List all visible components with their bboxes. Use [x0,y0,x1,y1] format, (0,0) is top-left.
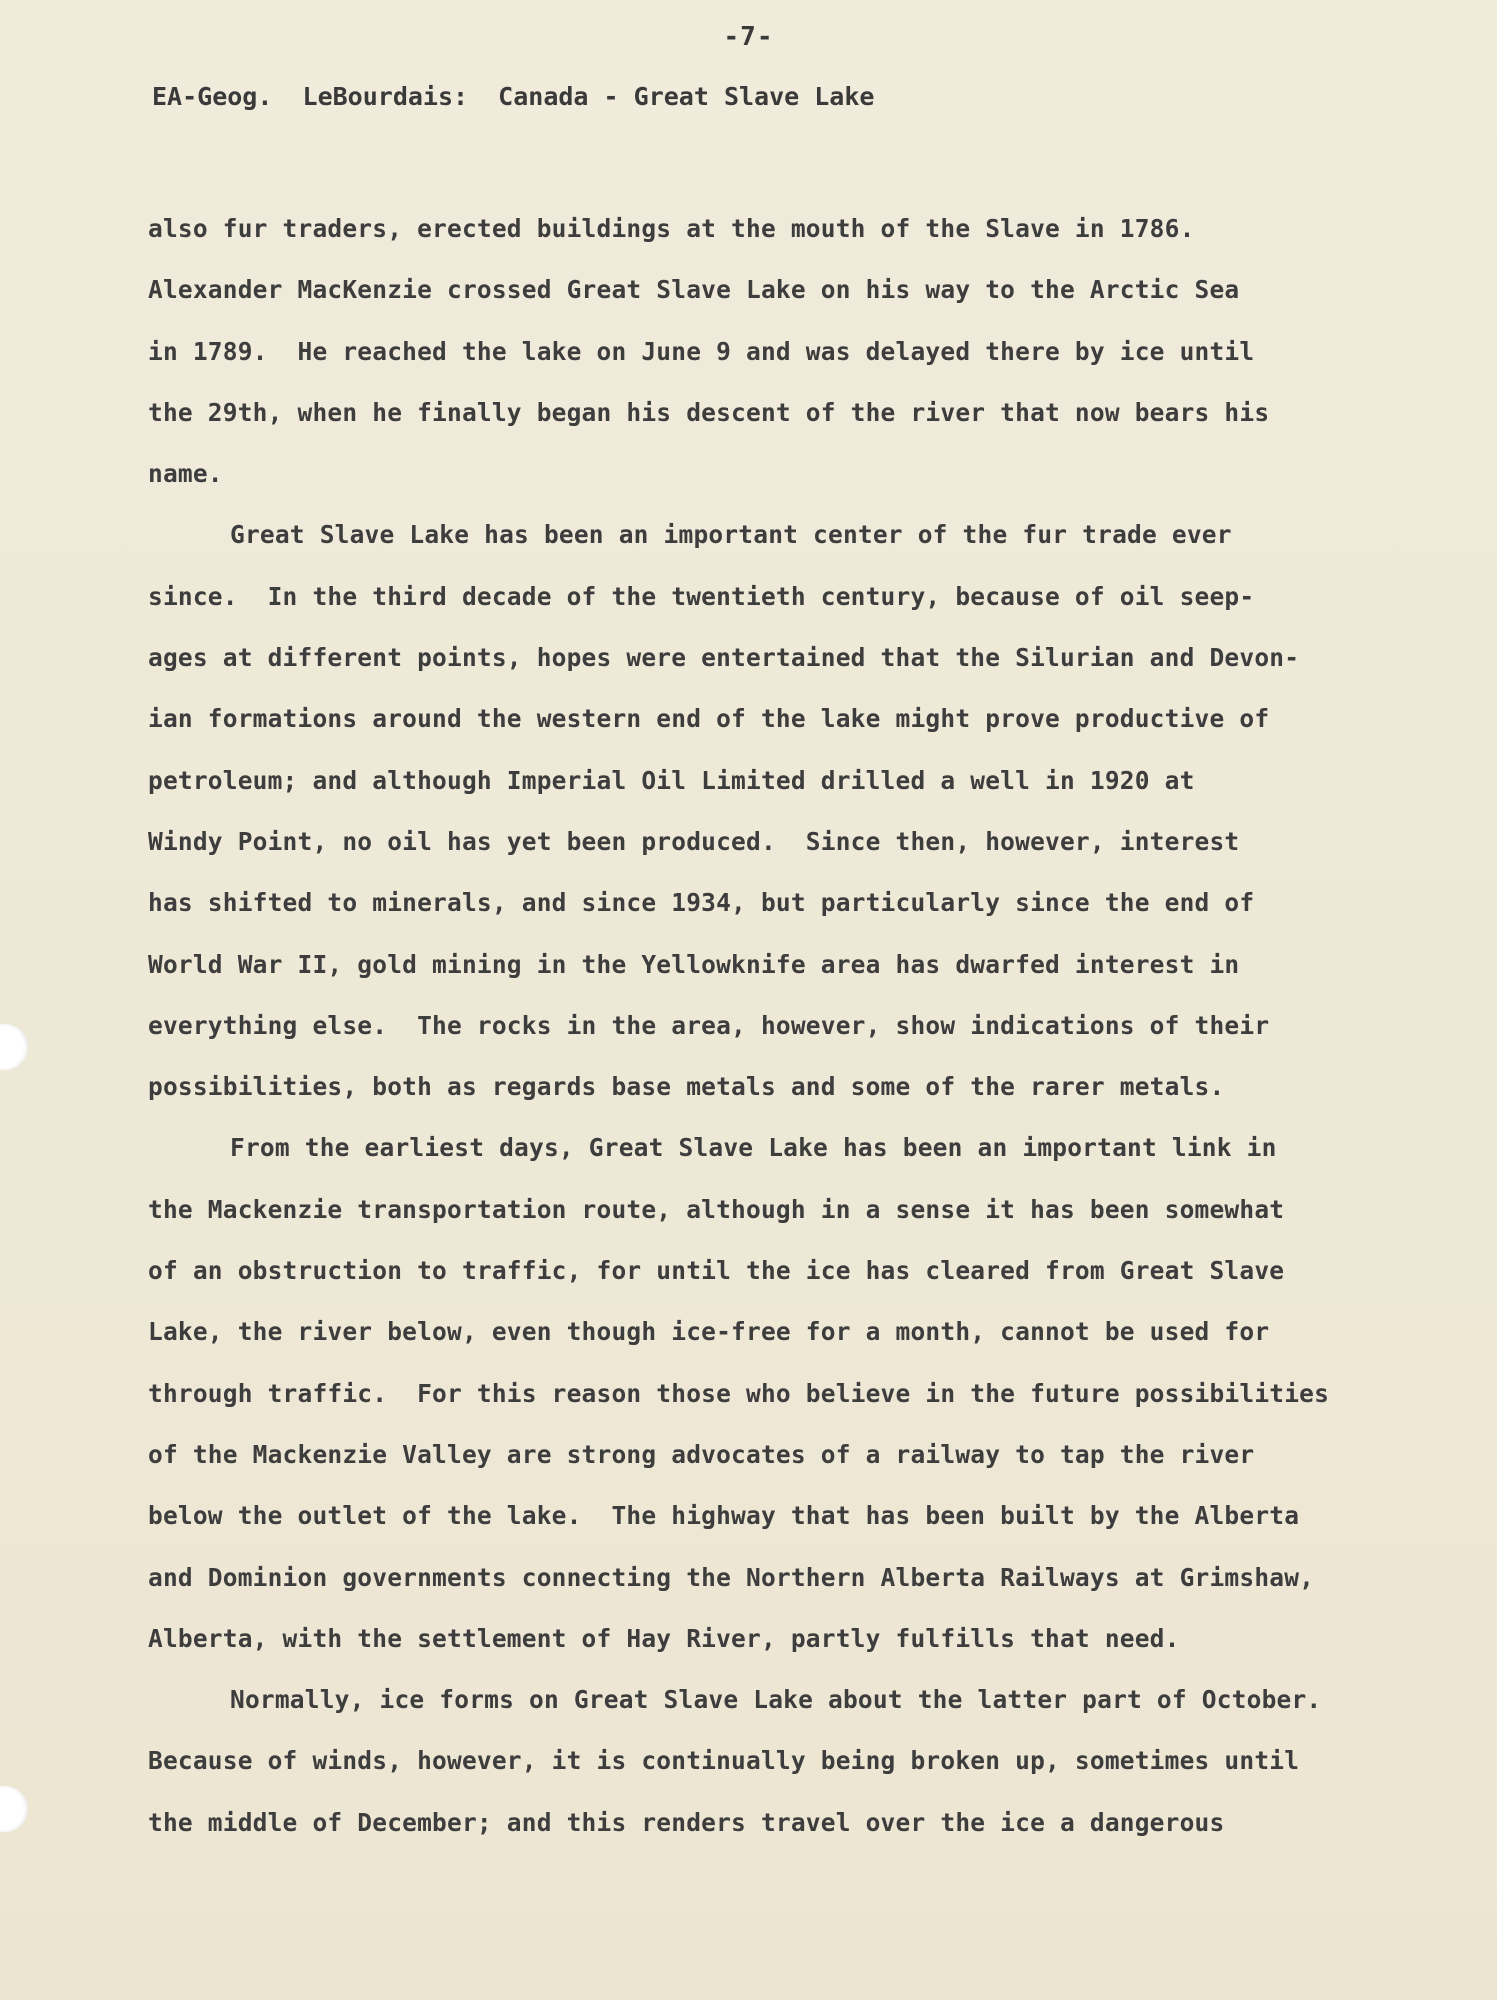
text-line: of the Mackenzie Valley are strong advocates of a railway to tap the river [148,1439,1255,1469]
text-line: the Mackenzie transportation route, although in a sense it has been somewhat [148,1194,1285,1224]
text-line: Alexander MacKenzie crossed Great Slave Lake on his way to the Arctic Sea [148,275,1240,305]
text-line: through traffic. For this reason those who believe in the future possibilities [148,1378,1330,1408]
page-number: -7- [723,22,774,52]
text-line: in 1789. He reached the lake on June 9 and was delayed there by ice until [148,336,1255,366]
punch-hole-bottom [0,1786,28,1832]
text-line: Windy Point, no oil has yet been produced. Since then, however, interest [148,826,1240,856]
text-line: and Dominion governments connecting the Northern Alberta Railways at Grimshaw, [148,1562,1315,1592]
text-line: World War II, gold mining in the Yellowknife area has dwarfed interest in [148,949,1240,979]
text-line: ages at different points, hopes were entertained that the Silurian and Devon- [148,643,1300,673]
text-line: below the outlet of the lake. The highway that has been built by the Alberta [148,1501,1300,1531]
punch-hole-middle [0,1024,28,1070]
text-line: Because of winds, however, it is continually being broken up, sometimes until [148,1746,1300,1776]
text-line: Great Slave Lake has been an important center of the fur trade ever [230,520,1232,550]
text-line: Lake, the river below, even though ice-free for a month, cannot be used for [148,1317,1270,1347]
text-line: possibilities, both as regards base metals and some of the rarer metals. [148,1072,1225,1102]
body-text [148,198,1358,1853]
text-line: Alberta, with the settlement of Hay River, partly fulfills that need. [148,1623,1180,1653]
text-line: has shifted to minerals, and since 1934, but particularly since the end of [148,888,1255,918]
text-line: the 29th, when he finally began his descent of the river that now bears his [148,397,1270,427]
text-line: also fur traders, erected buildings at the mouth of the Slave in 1786. [148,214,1195,243]
text-line: ian formations around the western end of the lake might prove productive of [148,704,1270,734]
text-line: name. [148,459,223,489]
text-line: Normally, ice forms on Great Slave Lake about the latter part of October. [230,1685,1322,1715]
running-head: EA-Geog. LeBourdais: Canada - Great Slave Lake [152,82,875,111]
text-line: the middle of December; and this renders travel over the ice a dangerous [148,1807,1225,1837]
text-line: petroleum; and although Imperial Oil Limited drilled a well in 1920 at [148,765,1195,795]
text-line: From the earliest days, Great Slave Lake has been an important link in [230,1133,1277,1163]
text-line: since. In the third decade of the twentieth century, because of oil seep- [148,581,1255,611]
text-line: everything else. The rocks in the area, however, show indications of their [148,1010,1270,1040]
text-line: of an obstruction to traffic, for until the ice has cleared from Great Slave [148,1256,1285,1286]
